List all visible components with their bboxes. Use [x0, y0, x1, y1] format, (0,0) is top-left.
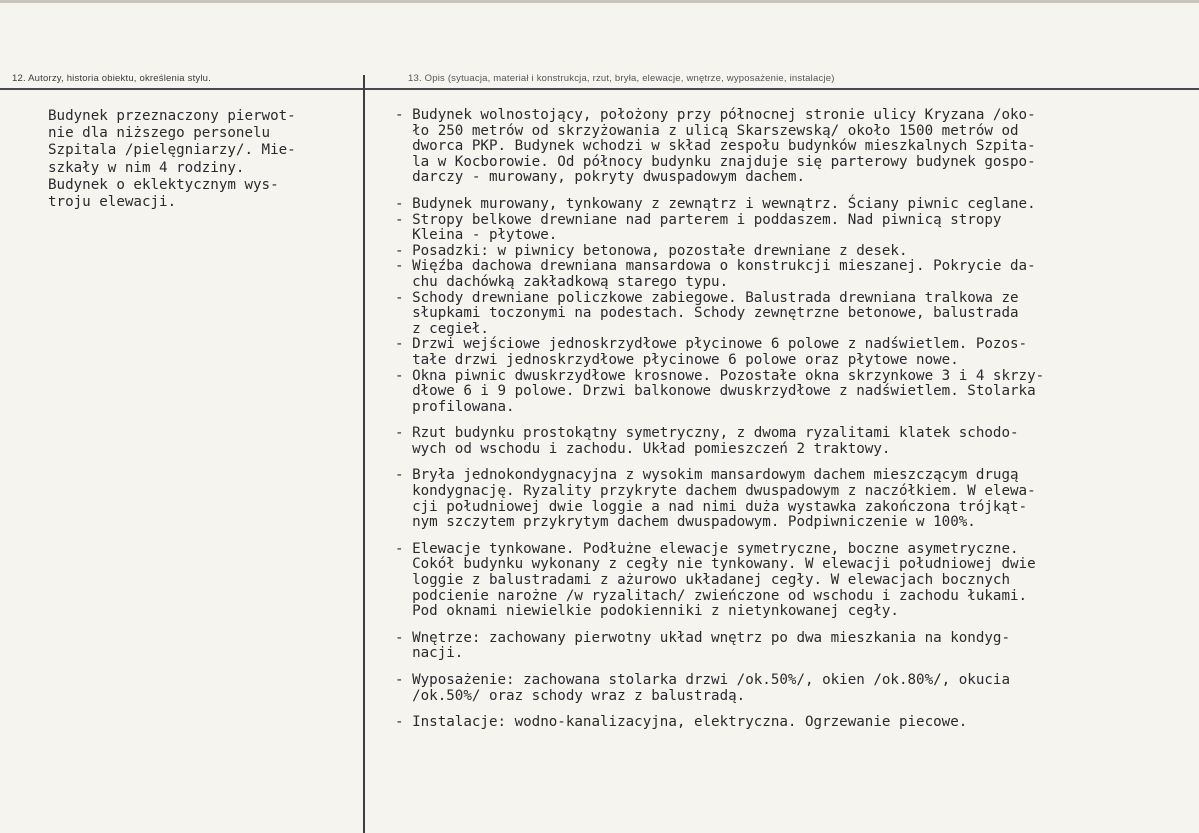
section-13-header: 13. Opis (sytuacja, materiał i konstrukcja, rzut, bryła, elewacje, wnętrze, wyposażenie, instalacje) [408, 73, 835, 84]
paragraph-plan: - Rzut budynku prostokątny symetryczny, z dwoma ryzalitami klatek schodo- wych od wschodu i zachodu. Układ pomieszczeń 2 traktowy. [395, 425, 1019, 457]
paragraph-location: - Budynek wolnostojący, położony przy północnej stronie ulicy Kryzana /oko- ło 250 metrów od skrzyżowania z ulicą Skarszewską/ około 1500 metrów od dworca PKP. Budynek wchodzi w skład zespołu budynków mieszkalnych Szpita- la w Kocborowie. Od północy budynku znajduje się parterowy budynek gospo- darczy - murowany, pokryty dwuspadowym dachem. [395, 107, 1036, 186]
paragraph-furnishings: - Wyposażenie: zachowana stolarka drzwi /ok.50%/, okien /ok.80%/, okucia /ok.50%/ oraz schody wraz z balustradą. [395, 672, 1010, 704]
paragraph-elevations: - Elewacje tynkowane. Podłużne elewacje symetryczne, boczne asymetryczne. Cokół budynku wykonany z cegły nie tynkowany. W elewacji południowej dwie loggie z balustradami z ażurowo układanej cegły. W elewacjach bocznych podcienie narożne /w ryzalitach/ zwieńczone od wschodu i zachodu łukami. Pod oknami niewielkie podokienniki z nietynkowanej cegły. [395, 540, 1036, 620]
description-column [395, 108, 1180, 731]
section-12-header: 12. Autorzy, historia obiektu, określenia stylu. [12, 73, 211, 84]
top-edge [0, 0, 1199, 3]
paragraph-installations: - Instalacje: wodno-kanalizacyjna, elektryczna. Ogrzewanie piecowe. [395, 714, 968, 731]
paragraph-interior: - Wnętrze: zachowany pierwotny układ wnętrz po dwa mieszkania na kondyg- nacji. [395, 629, 1010, 662]
paragraph-massing: - Bryła jednokondygnacyjna z wysokim mansardowym dachem mieszczącym drugą kondygnację. Ryzality przykryte dachem dwuspadowym z naczółkiem. W elewa- cji południowej dwie loggie a nad nimi duża wystawka zakończona trójkąt- nym szczytem przykrytym dachem dwuspadowym. Podpiwniczenie w 100%. [395, 467, 1036, 531]
paragraph-materials: - Budynek murowany, tynkowany z zewnątrz i wewnątrz. Ściany piwnic ceglane. - Stropy belkowe drewniane nad parterem i poddaszem. Nad piwnicą stropy Kleina - płytowe. - Posadzki: w piwnicy betonowa, pozostałe drewniane z desek. - Więźba dachowa drewniana mansardowa o konstrukcji mieszanej. Pokrycie da- chu dachówką zakładkową starego typu. - Schody drewniane policzkowe zabiegowe. Balustrada drewniana tralkowa ze słupkami toczonymi na podestach. Schody zewnętrzne betonowe, balustrada z cegieł. - Drzwi wejściowe jednoskrzydłowe płycinowe 6 polowe z nadświetlem. Pozos- tałe drzwi jednoskrzydłowe płycinowe 6 polowe oraz płytowe nowe. - Okna piwnic dwuskrzydłowe krosnowe. Pozostałe okna skrzynkowe 3 i 4 skrzy- dłowe 6 i 9 polowe. Drzwi balkonowe dwuskrzydłowe z nadświetlem. Stolarka profilowana. [395, 195, 1045, 415]
history-text: Budynek przeznaczony pierwot- nie dla niższego personelu Szpitala /pielęgniarzy/. Mie- szkały w nim 4 rodziny. Budynek o eklektycznym wys- troju elewacji. [48, 108, 296, 211]
column-divider [363, 75, 365, 833]
header-divider [0, 88, 1199, 90]
